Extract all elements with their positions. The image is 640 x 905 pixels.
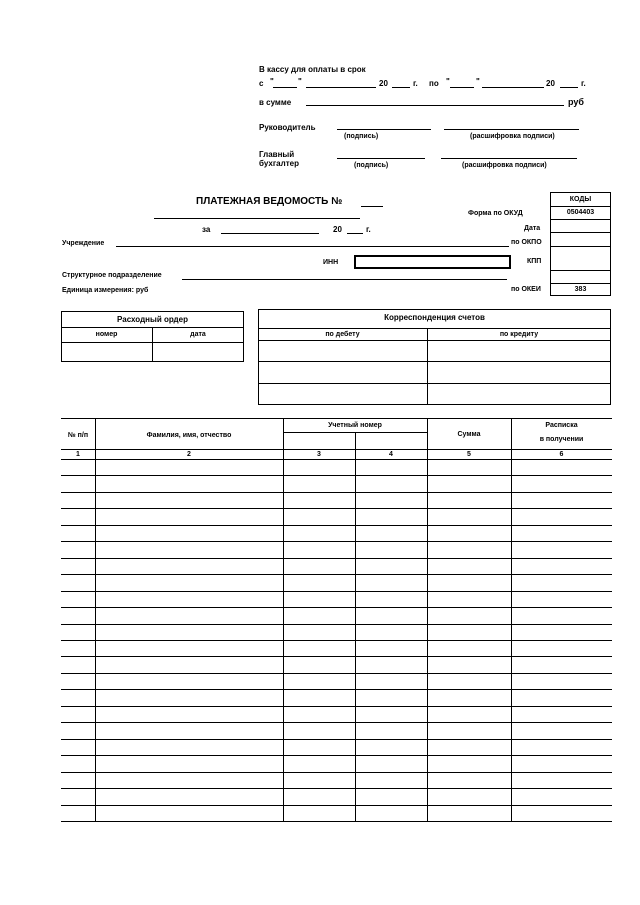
table-row	[61, 640, 612, 641]
day-from-line[interactable]	[273, 87, 297, 88]
col-line	[511, 418, 512, 822]
table-row	[61, 821, 612, 822]
corr-title: Корреспонденция счетов	[384, 313, 485, 322]
month-to-line[interactable]	[482, 87, 544, 88]
title-sub-line[interactable]	[154, 218, 360, 219]
table-row	[61, 739, 612, 740]
col-number: 4	[389, 451, 393, 458]
table-row	[61, 722, 612, 723]
sign-caption: (подпись)	[354, 162, 389, 169]
quote: "	[270, 77, 274, 86]
year-line[interactable]	[347, 233, 363, 234]
approval-line: В кассу для оплаты в срок	[259, 65, 366, 74]
codes-divider	[550, 206, 611, 207]
table-row	[61, 508, 612, 509]
col-number: 6	[559, 451, 564, 458]
table-divider	[61, 449, 612, 450]
okei-label: по ОКЕИ	[511, 286, 541, 293]
inn-field[interactable]	[354, 255, 511, 269]
decode-caption: (расшифровка подписи)	[470, 133, 555, 140]
corr-divider	[258, 383, 611, 384]
title-number-line[interactable]	[361, 206, 383, 207]
quote: "	[446, 77, 450, 86]
table-row	[61, 591, 612, 592]
corr-divider	[427, 328, 428, 405]
corr-divider	[258, 328, 611, 329]
year-to-line[interactable]	[560, 87, 578, 88]
col-receipt-header: в получении	[539, 436, 584, 443]
col-number: 2	[187, 451, 191, 458]
to-label: по	[429, 79, 439, 88]
table-row	[61, 656, 612, 657]
col-name-header: Фамилия, имя, отчество	[146, 432, 232, 439]
table-row	[61, 706, 612, 707]
col-number: 3	[317, 451, 321, 458]
year-prefix: 20	[379, 79, 388, 88]
quote: "	[298, 77, 302, 86]
okud-label: Форма по ОКУД	[468, 210, 523, 217]
sign-caption: (подпись)	[344, 133, 379, 140]
table-row	[61, 558, 612, 559]
col-sum-header: Сумма	[457, 431, 481, 438]
year-prefix: 20	[333, 225, 342, 234]
table-top-border	[61, 418, 612, 419]
table-row	[61, 805, 612, 806]
head-decode-line[interactable]	[444, 129, 579, 130]
col-num-header: № п/п	[67, 432, 89, 439]
sum-label: в сумме	[259, 98, 292, 107]
chief-sign-line[interactable]	[337, 158, 425, 159]
table-divider	[61, 459, 612, 460]
codes-header: КОДЫ	[569, 196, 592, 203]
table-row	[61, 492, 612, 493]
table-row	[61, 525, 612, 526]
codes-divider	[550, 246, 611, 247]
unit-label: Единица измерения: руб	[62, 287, 149, 294]
codes-divider	[550, 232, 611, 233]
institution-label: Учреждение	[62, 240, 105, 247]
year-suffix: г.	[581, 79, 586, 88]
table-row	[61, 689, 612, 690]
table-row	[61, 772, 612, 773]
year-from-line[interactable]	[392, 87, 410, 88]
corr-credit-header: по кредиту	[499, 331, 539, 338]
codes-divider	[550, 283, 611, 284]
table-row	[61, 755, 612, 756]
kpp-label: КПП	[527, 258, 542, 265]
corr-divider	[258, 361, 611, 362]
codes-box	[550, 192, 611, 296]
from-label: с	[259, 79, 264, 88]
col-number: 1	[76, 451, 80, 458]
chief-label: Главный	[259, 150, 295, 159]
head-sign-line[interactable]	[337, 129, 431, 130]
table-row	[61, 475, 612, 476]
col-line	[283, 418, 284, 822]
table-row	[61, 541, 612, 542]
col-line	[427, 418, 428, 822]
rub-label: руб	[568, 97, 584, 107]
col-number: 5	[467, 451, 471, 458]
structural-label: Структурное подразделение	[62, 272, 162, 279]
date-label: Дата	[524, 225, 541, 232]
chief-decode-line[interactable]	[441, 158, 577, 159]
month-from-line[interactable]	[306, 87, 376, 88]
period-line[interactable]	[221, 233, 319, 234]
table-row	[61, 607, 612, 608]
institution-line[interactable]	[116, 246, 509, 247]
order-date-header: дата	[190, 331, 206, 338]
col-line	[95, 418, 96, 822]
order-title: Расходный ордер	[117, 315, 188, 324]
period-label: за	[202, 225, 211, 234]
corr-debit-header: по дебету	[325, 331, 360, 338]
year-suffix: г.	[366, 225, 371, 234]
inn-label: ИНН	[323, 259, 339, 266]
day-to-line[interactable]	[450, 87, 474, 88]
table-row	[61, 788, 612, 789]
corr-divider	[258, 340, 611, 341]
okei-value: 383	[574, 286, 587, 293]
sum-line[interactable]	[306, 105, 564, 106]
head-label: Руководитель	[259, 123, 316, 132]
table-row	[61, 624, 612, 625]
structural-line[interactable]	[182, 279, 507, 280]
year-suffix: г.	[413, 79, 418, 88]
col-line	[355, 432, 356, 822]
okpo-label: по ОКПО	[511, 239, 542, 246]
chief-label: бухгалтер	[259, 159, 299, 168]
page-title: ПЛАТЕЖНАЯ ВЕДОМОСТЬ №	[196, 196, 343, 207]
col-acc-header: Учетный номер	[328, 422, 382, 429]
codes-divider	[550, 219, 611, 220]
table-row	[61, 574, 612, 575]
col-receipt-header: Расписка	[545, 422, 578, 429]
quote: "	[476, 77, 480, 86]
order-number-header: номер	[95, 331, 118, 338]
correspondence-table	[258, 309, 611, 405]
decode-caption: (расшифровка подписи)	[462, 162, 547, 169]
codes-divider	[550, 270, 611, 271]
year-prefix: 20	[546, 79, 555, 88]
okud-value: 0504403	[566, 209, 595, 216]
table-row	[61, 673, 612, 674]
